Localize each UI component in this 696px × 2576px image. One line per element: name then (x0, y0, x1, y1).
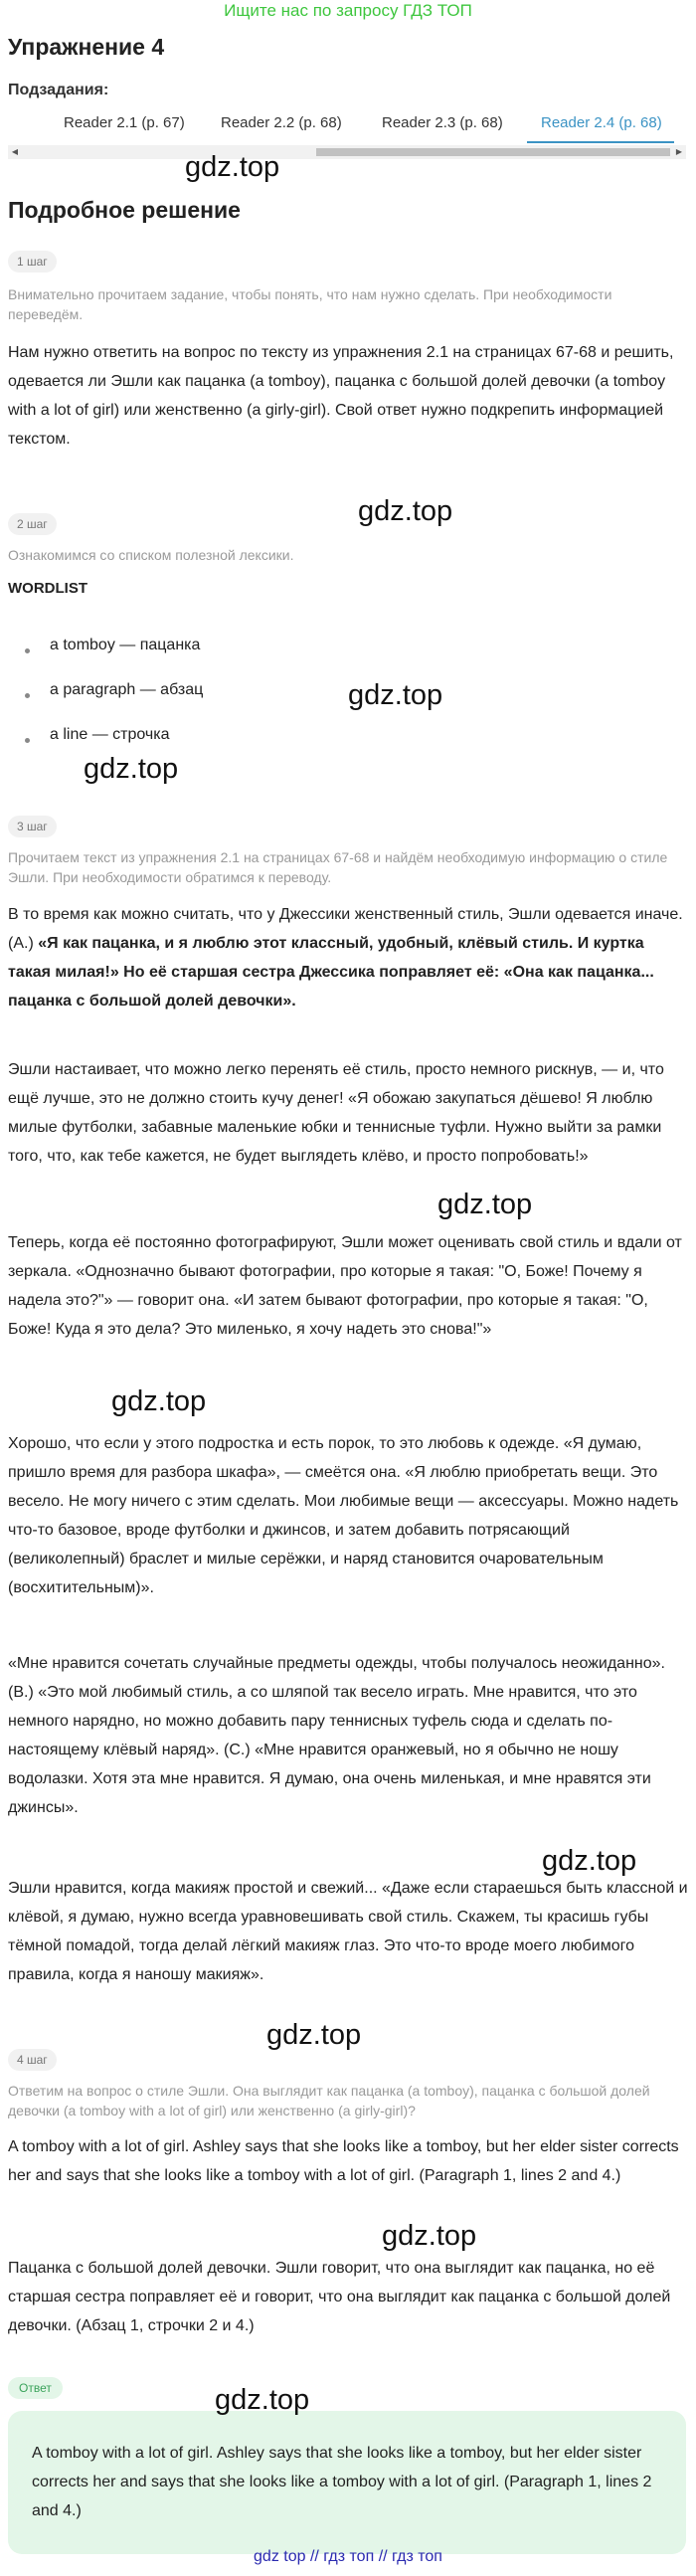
paragraph-1-quote: «Я как пацанка, и я люблю этот классный, удобный, клёвый стиль. И куртка такая милая!» Но её старшая сестра Джессика поправляет её: «Она как пацанка... пацанка с большой долей девочки». (8, 935, 654, 1010)
watermark: gdz.top (266, 2019, 362, 2051)
tabs-scrollbar[interactable] (8, 145, 686, 159)
step-badge-3: 3 шаг (8, 816, 57, 837)
answer-text: A tomboy with a lot of girl. Ashley says that she looks like a tomboy, but her elder sister corrects her and says that she looks like a tomboy with a lot of girl. (Paragraph 1, lines 2 and 4.) (32, 2445, 652, 2519)
step-4-russian: Пацанка с большой долей девочки. Эшли говорит, что она выглядит как пацанка, но её старшая сестра поправляет её и говорит, что она выглядит как пацанка с большой долей девочки. (Абзац 1, строчки 2 и 4.) (8, 2260, 671, 2334)
step-3-hint: Прочитаем текст из упражнения 2.1 на страницах 67-68 и найдём необходимую информацию о стиле Эшли. При необходимости обратимся к переводу. (8, 849, 668, 885)
word-item: a tomboy — пацанка (50, 637, 201, 653)
subtasks-label: Подзадания: (8, 82, 109, 98)
watermark: gdz.top (358, 495, 453, 527)
word-item: a paragraph — абзац (50, 681, 204, 698)
word-item: a line — строчка (50, 726, 170, 743)
triangle-left-icon[interactable]: ◀ (11, 147, 19, 156)
text-paragraph-1 (8, 900, 688, 1015)
step-badge-2: 2 шаг (8, 513, 57, 535)
step-2-hint: Ознакомимся со списком полезной лексики. (8, 547, 294, 563)
text-paragraph-5: «Мне нравится сочетать случайные предметы одежды, чтобы получалось неожиданно». (В.) «Это мой любимый стиль, а со шляпой так весело играть. Мне нравится, что это немного нарядно, но можно добавить пару теннисных туфель сюда и сделать по-настоящему клёвый наряд». (С.) «Мне нравится оранжевый, но я обычно не ношу водолазки. Хотя эта мне нравится. Я думаю, она очень миленькая, и мне нравятся эти джинсы». (8, 1655, 665, 1816)
bullet (25, 738, 30, 743)
step-4-hint: Ответим на вопрос о стиле Эшли. Она выглядит как пацанка (a tomboy), пацанка с большой долей девочки (a tomboy with a lot of girl) или женственно (a girly-girl)? (8, 2083, 650, 2118)
watermark: gdz.top (437, 1189, 533, 1220)
watermark: gdz.top (382, 2220, 477, 2252)
scroll-thumb[interactable] (316, 148, 670, 156)
step-badge-1: 1 шаг (8, 251, 57, 273)
tab-reader-2-4[interactable]: Reader 2.4 (p. 68) (527, 111, 674, 143)
watermark: gdz.top (215, 2384, 310, 2416)
tab-reader-2-1[interactable]: Reader 2.1 (p. 67) (64, 114, 185, 131)
watermark: gdz.top (111, 1385, 207, 1417)
text-paragraph-6: Эшли нравится, когда макияж простой и свежий... «Даже если стараешься быть классной и клёвой, я думаю, нужно всегда уравновешивать свой стиль. Скажем, ты красишь губы тёмной помадой, тогда делай лёгкий макияж глаз. Это что-то вроде моего любимого правила, когда я наношу макияж». (8, 1880, 688, 1983)
step-badge-4: 4 шаг (8, 2049, 57, 2071)
paragraph-1-start: В то время как можно считать, что у Джессики женственный стиль, Эшли одевается иначе. (А.) (8, 906, 683, 952)
exercise-title: Упражнение 4 (8, 34, 165, 60)
text-paragraph-4: Хорошо, что если у этого подростка и есть порок, то это любовь к одежде. «Я думаю, пришло время для разбора шкафа», — смеётся она. «Я люблю приобретать вещи. Это весело. Не могу ничего с этим сделать. Мои любимые вещи — аксессуары. Можно надеть что-то базовое, вроде футболки и джинсов, и затем добавить потрясающий (великолепный) браслет и милые серёжки, и наряд становится очаровательным (восхитительным)». (8, 1435, 679, 1596)
text-paragraph-3: Теперь, когда её постоянно фотографируют, Эшли может оценивать свой стиль и вдали от зеркала. «Однозначно бывают фотографии, про которые я такая: "О, Боже! Почему я надела это?"» — говорит она. «И затем бывают фотографии, про которые я такая: "О, Боже! Куда я это дела? Это миленько, я хочу надеть это снова!"» (8, 1234, 682, 1338)
tab-reader-2-3[interactable]: Reader 2.3 (p. 68) (382, 114, 503, 131)
watermark: gdz.top (348, 679, 443, 711)
triangle-right-icon[interactable]: ▶ (675, 147, 683, 156)
footer-links[interactable]: gdz top // гдз топ // гдз топ (254, 2548, 442, 2565)
answer-badge: Ответ (8, 2377, 63, 2399)
text-paragraph-2: Эшли настаивает, что можно легко перенять её стиль, просто немного рискнув, — и, что ещё лучше, это не должно стоить кучу денег! «Я обожаю закупаться дёшево! Я люблю милые футболки, забавные маленькие юбки и теннисные туфли. Нужно выйти за рамки того, что, как тебе кажется, не будет выглядеть клёво, и просто попробовать!» (8, 1061, 664, 1165)
watermark: gdz.top (84, 753, 179, 785)
promo-banner[interactable]: Ищите нас по запросу ГДЗ ТОП (224, 1, 472, 20)
step-1-hint: Внимательно прочитаем задание, чтобы понять, что нам нужно сделать. При необходимости переведём. (8, 286, 612, 322)
tab-reader-2-2[interactable]: Reader 2.2 (p. 68) (221, 114, 342, 131)
wordlist-title: WORDLIST (8, 580, 87, 597)
step-4-english: A tomboy with a lot of girl. Ashley says that she looks like a tomboy, but her elder sister corrects her and says that she looks like a tomboy with a lot of girl. (Paragraph 1, lines 2 and 4.) (8, 2138, 679, 2184)
bullet (25, 693, 30, 698)
step-1-text: Нам нужно ответить на вопрос по тексту из упражнения 2.1 на страницах 67-68 и решить, одевается ли Эшли как пацанка (a tomboy), пацанка с большой долей девочки (a tomboy with a lot of girl) или женственно (a girly-girl). Свой ответ нужно подкрепить информацией текстом. (8, 344, 674, 448)
watermark: gdz.top (542, 1845, 637, 1877)
subtask-tabs (0, 111, 686, 145)
bullet (25, 648, 30, 653)
solution-title: Подробное решение (8, 197, 241, 223)
watermark: gdz.top (185, 151, 280, 183)
